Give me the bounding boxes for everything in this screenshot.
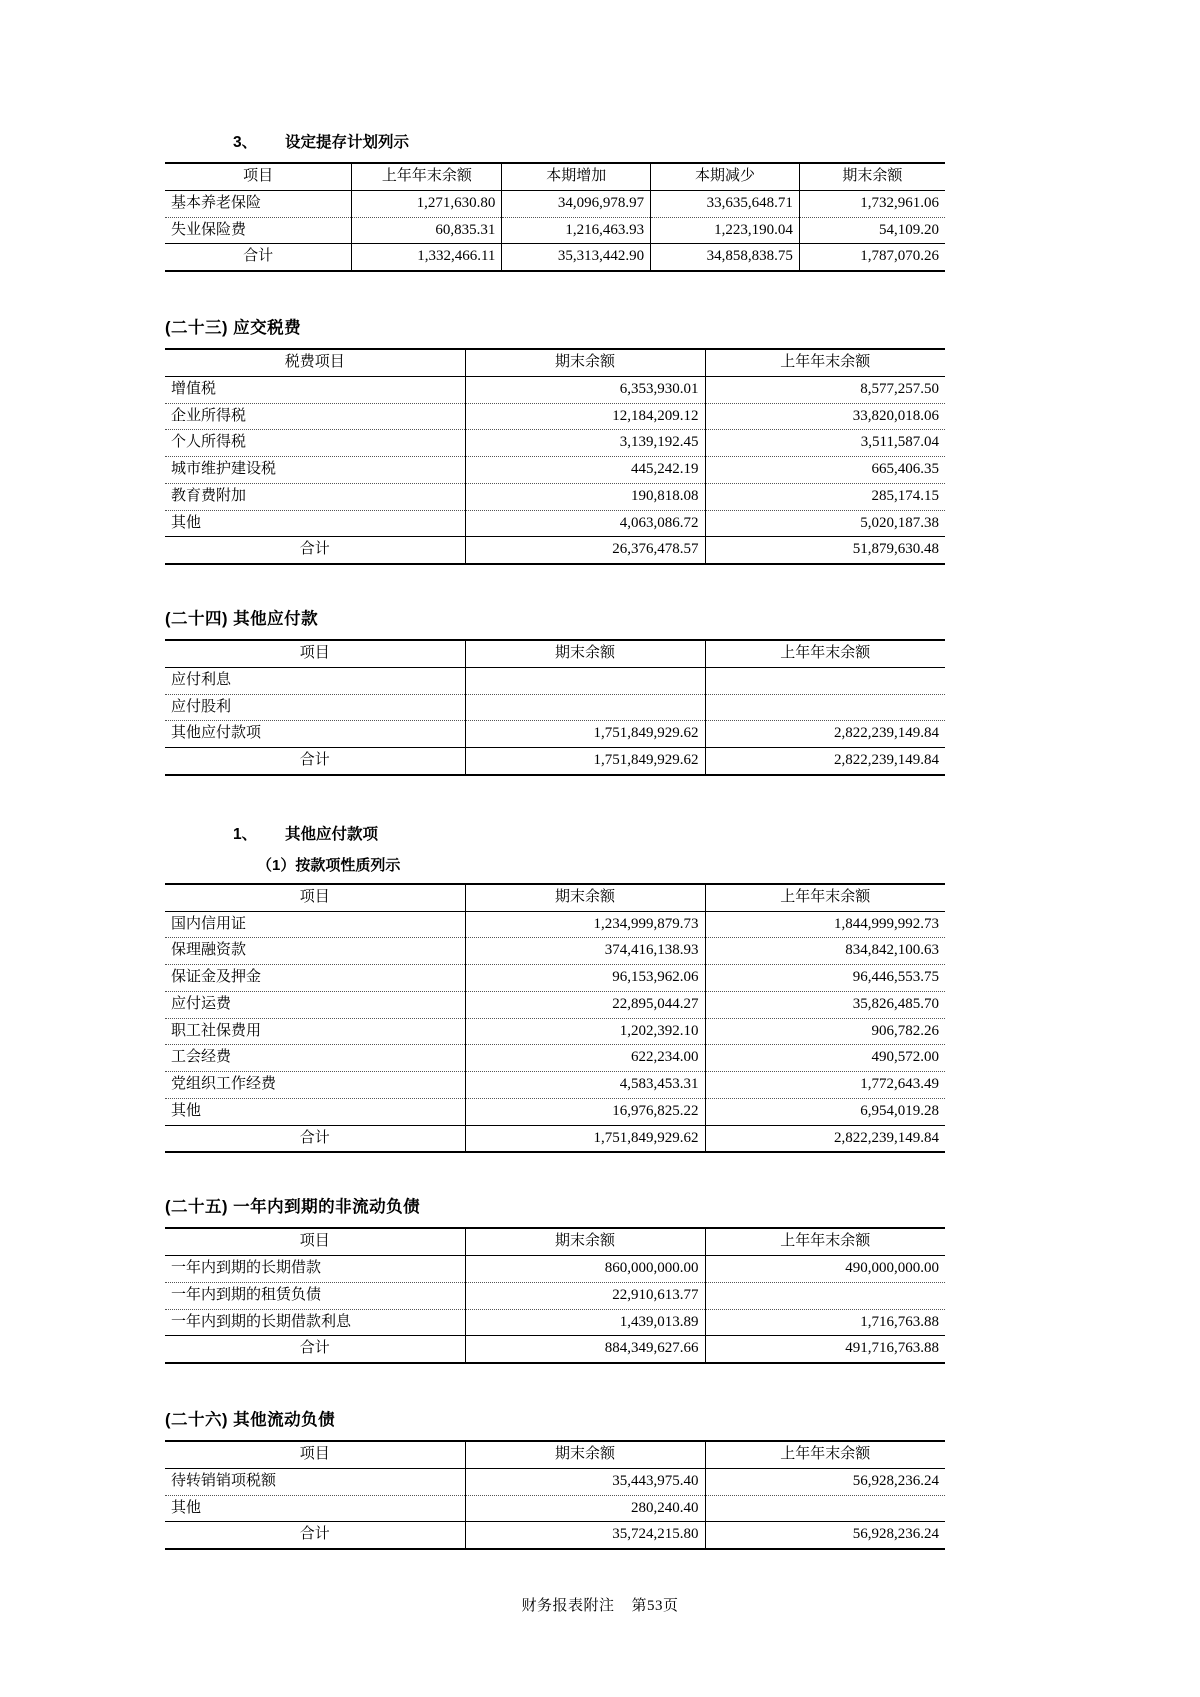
table-row: [165, 190, 945, 217]
cell-value: [465, 667, 705, 694]
cell-value: 622,234.00: [465, 1045, 705, 1072]
cell-value: 35,443,975.40: [465, 1468, 705, 1495]
row-label: 其他应付款项: [165, 721, 465, 748]
total-value: 1,751,849,929.62: [465, 748, 705, 775]
total-label: 合计: [165, 244, 352, 271]
column-header: 期末余额: [465, 1441, 705, 1468]
table-row-total: [165, 1125, 945, 1152]
cell-value: 1,439,013.89: [465, 1309, 705, 1336]
table-row: [165, 911, 945, 938]
column-header: 期末余额: [465, 884, 705, 911]
table-row: [165, 457, 945, 484]
cell-value: 374,416,138.93: [465, 938, 705, 965]
cell-value: [705, 694, 945, 721]
row-label: 应付股利: [165, 694, 465, 721]
row-label: 保理融资款: [165, 938, 465, 965]
row-label: 城市维护建设税: [165, 457, 465, 484]
cell-value: 2,822,239,149.84: [705, 721, 945, 748]
table-row: [165, 1256, 945, 1283]
table-row: [165, 349, 945, 376]
cell-value: 8,577,257.50: [705, 376, 945, 403]
table-row: [165, 640, 945, 667]
column-header: 上年年末余额: [705, 884, 945, 911]
row-label: 国内信用证: [165, 911, 465, 938]
table-row: [165, 884, 945, 911]
table-pension-wrap: [165, 162, 1035, 272]
cell-value: [705, 1495, 945, 1522]
cell-value: 1,202,392.10: [465, 1018, 705, 1045]
cell-value: 34,096,978.97: [502, 190, 651, 217]
row-label: 一年内到期的长期借款: [165, 1256, 465, 1283]
total-value: 1,787,070.26: [799, 244, 945, 271]
column-header: 项目: [165, 884, 465, 911]
row-label: 应付运费: [165, 991, 465, 1018]
cell-value: 96,446,553.75: [705, 965, 945, 992]
table-row: [165, 1018, 945, 1045]
column-header: 本期增加: [502, 163, 651, 190]
cell-value: 33,635,648.71: [651, 190, 800, 217]
cell-value: 60,835.31: [352, 217, 502, 244]
table-row: [165, 991, 945, 1018]
table-row: [165, 694, 945, 721]
total-value: 1,332,466.11: [352, 244, 502, 271]
row-label: 应付利息: [165, 667, 465, 694]
table-row-total: [165, 244, 945, 271]
total-value: 26,376,478.57: [465, 537, 705, 564]
cell-value: 490,000,000.00: [705, 1256, 945, 1283]
section-heading-noncurrent-due: (二十五) 一年内到期的非流动负债: [165, 1198, 421, 1217]
cell-value: 35,826,485.70: [705, 991, 945, 1018]
row-label: 待转销销项税额: [165, 1468, 465, 1495]
total-value: 491,716,763.88: [705, 1336, 945, 1363]
table-pension: [165, 162, 945, 272]
section-heading-pension: [165, 130, 1035, 152]
table-tax: [165, 348, 945, 565]
row-label: 其他: [165, 1495, 465, 1522]
cell-value: 56,928,236.24: [705, 1468, 945, 1495]
row-label: 一年内到期的长期借款利息: [165, 1309, 465, 1336]
cell-value: 860,000,000.00: [465, 1256, 705, 1283]
column-header: 项目: [165, 1441, 465, 1468]
cell-value: 96,153,962.06: [465, 965, 705, 992]
table-other-payable: [165, 639, 945, 776]
row-label: 其他: [165, 1098, 465, 1125]
total-value: 1,751,849,929.62: [465, 1125, 705, 1152]
cell-value: 12,184,209.12: [465, 403, 705, 430]
table-row: [165, 1045, 945, 1072]
table-row: [165, 1495, 945, 1522]
cell-value: 285,174.15: [705, 483, 945, 510]
row-label: 其他: [165, 510, 465, 537]
row-label: 基本养老保险: [165, 190, 352, 217]
cell-value: 4,063,086.72: [465, 510, 705, 537]
table-row: [165, 1282, 945, 1309]
cell-value: 1,844,999,992.73: [705, 911, 945, 938]
table-row: [165, 721, 945, 748]
column-header: 期末余额: [799, 163, 945, 190]
table-row: [165, 965, 945, 992]
table-row: [165, 376, 945, 403]
row-label: 失业保险费: [165, 217, 352, 244]
table-row: [165, 938, 945, 965]
cell-value: 1,271,630.80: [352, 190, 502, 217]
section-heading-tax: (二十三) 应交税费: [165, 319, 302, 337]
cell-value: 190,818.08: [465, 483, 705, 510]
column-header: 税费项目: [165, 349, 465, 376]
total-value: 35,313,442.90: [502, 244, 651, 271]
cell-value: 22,910,613.77: [465, 1282, 705, 1309]
cell-value: 1,216,463.93: [502, 217, 651, 244]
cell-value: 1,732,961.06: [799, 190, 945, 217]
table-row: [165, 667, 945, 694]
cell-value: 54,109.20: [799, 217, 945, 244]
table-row: [165, 1468, 945, 1495]
row-label: 个人所得税: [165, 430, 465, 457]
row-label: 党组织工作经费: [165, 1072, 465, 1099]
cell-value: 906,782.26: [705, 1018, 945, 1045]
row-label: 企业所得税: [165, 403, 465, 430]
row-label: 工会经费: [165, 1045, 465, 1072]
column-header: 期末余额: [465, 1228, 705, 1255]
cell-value: [705, 1282, 945, 1309]
cell-value: 1,234,999,879.73: [465, 911, 705, 938]
table-row-total: [165, 1522, 945, 1549]
subsection-heading-by-nature: （1）按款项性质列示: [257, 856, 401, 874]
total-label: 合计: [165, 1522, 465, 1549]
section-number: 1、: [233, 825, 258, 843]
page-footer: [165, 1594, 1035, 1615]
table-row-total: [165, 537, 945, 564]
total-value: 35,724,215.80: [465, 1522, 705, 1549]
section-title: 设定提存计划列示: [285, 134, 410, 151]
cell-value: [705, 667, 945, 694]
total-label: 合计: [165, 537, 465, 564]
cell-value: 834,842,100.63: [705, 938, 945, 965]
section-heading-other-payable: (二十四) 其他应付款: [165, 610, 319, 628]
footer-page-number: 第53页: [631, 1598, 679, 1614]
total-value: 51,879,630.48: [705, 537, 945, 564]
table-row: [165, 163, 945, 190]
column-header: 上年年末余额: [705, 640, 945, 667]
cell-value: 490,572.00: [705, 1045, 945, 1072]
table-row-total: [165, 1336, 945, 1363]
cell-value: 22,895,044.27: [465, 991, 705, 1018]
table-row-total: [165, 748, 945, 775]
column-header: 项目: [165, 163, 352, 190]
table-noncurrent-due: [165, 1227, 945, 1364]
table-other-current: [165, 1440, 945, 1550]
row-label: 增值税: [165, 376, 465, 403]
cell-value: 1,223,190.04: [651, 217, 800, 244]
table-other-payable-detail: [165, 883, 945, 1154]
row-label: 一年内到期的租赁负债: [165, 1282, 465, 1309]
cell-value: 5,020,187.38: [705, 510, 945, 537]
total-value: 884,349,627.66: [465, 1336, 705, 1363]
cell-value: 3,139,192.45: [465, 430, 705, 457]
cell-value: 1,716,763.88: [705, 1309, 945, 1336]
total-label: 合计: [165, 1336, 465, 1363]
table-row: [165, 403, 945, 430]
column-header: 期末余额: [465, 349, 705, 376]
footer-label: 财务报表附注: [521, 1598, 615, 1614]
cell-value: [465, 694, 705, 721]
cell-value: 6,353,930.01: [465, 376, 705, 403]
table-row: [165, 483, 945, 510]
column-header: 上年年末余额: [705, 349, 945, 376]
column-header: 本期减少: [651, 163, 800, 190]
table-row: [165, 510, 945, 537]
section-heading-other-current: (二十六) 其他流动负债: [165, 1411, 336, 1429]
cell-value: 16,976,825.22: [465, 1098, 705, 1125]
cell-value: 6,954,019.28: [705, 1098, 945, 1125]
cell-value: 665,406.35: [705, 457, 945, 484]
section-number: 3、: [233, 134, 258, 151]
cell-value: 445,242.19: [465, 457, 705, 484]
table-row: [165, 1441, 945, 1468]
total-value: 34,858,838.75: [651, 244, 800, 271]
table-row: [165, 1098, 945, 1125]
cell-value: 3,511,587.04: [705, 430, 945, 457]
column-header: 上年年末余额: [705, 1228, 945, 1255]
column-header: 上年年末余额: [352, 163, 502, 190]
total-label: 合计: [165, 748, 465, 775]
cell-value: 4,583,453.31: [465, 1072, 705, 1099]
cell-value: 280,240.40: [465, 1495, 705, 1522]
cell-value: 1,772,643.49: [705, 1072, 945, 1099]
cell-value: 1,751,849,929.62: [465, 721, 705, 748]
column-header: 期末余额: [465, 640, 705, 667]
table-row: [165, 1228, 945, 1255]
row-label: 职工社保费用: [165, 1018, 465, 1045]
section-heading-other-payable-detail: [165, 822, 1035, 844]
table-row: [165, 217, 945, 244]
section-title: 其他应付款项: [285, 825, 379, 843]
total-value: 2,822,239,149.84: [705, 748, 945, 775]
total-value: 56,928,236.24: [705, 1522, 945, 1549]
column-header: 上年年末余额: [705, 1441, 945, 1468]
total-value: 2,822,239,149.84: [705, 1125, 945, 1152]
cell-value: 33,820,018.06: [705, 403, 945, 430]
table-row: [165, 1072, 945, 1099]
total-label: 合计: [165, 1125, 465, 1152]
row-label: 保证金及押金: [165, 965, 465, 992]
column-header: 项目: [165, 1228, 465, 1255]
table-row: [165, 1309, 945, 1336]
row-label: 教育费附加: [165, 483, 465, 510]
column-header: 项目: [165, 640, 465, 667]
table-row: [165, 430, 945, 457]
